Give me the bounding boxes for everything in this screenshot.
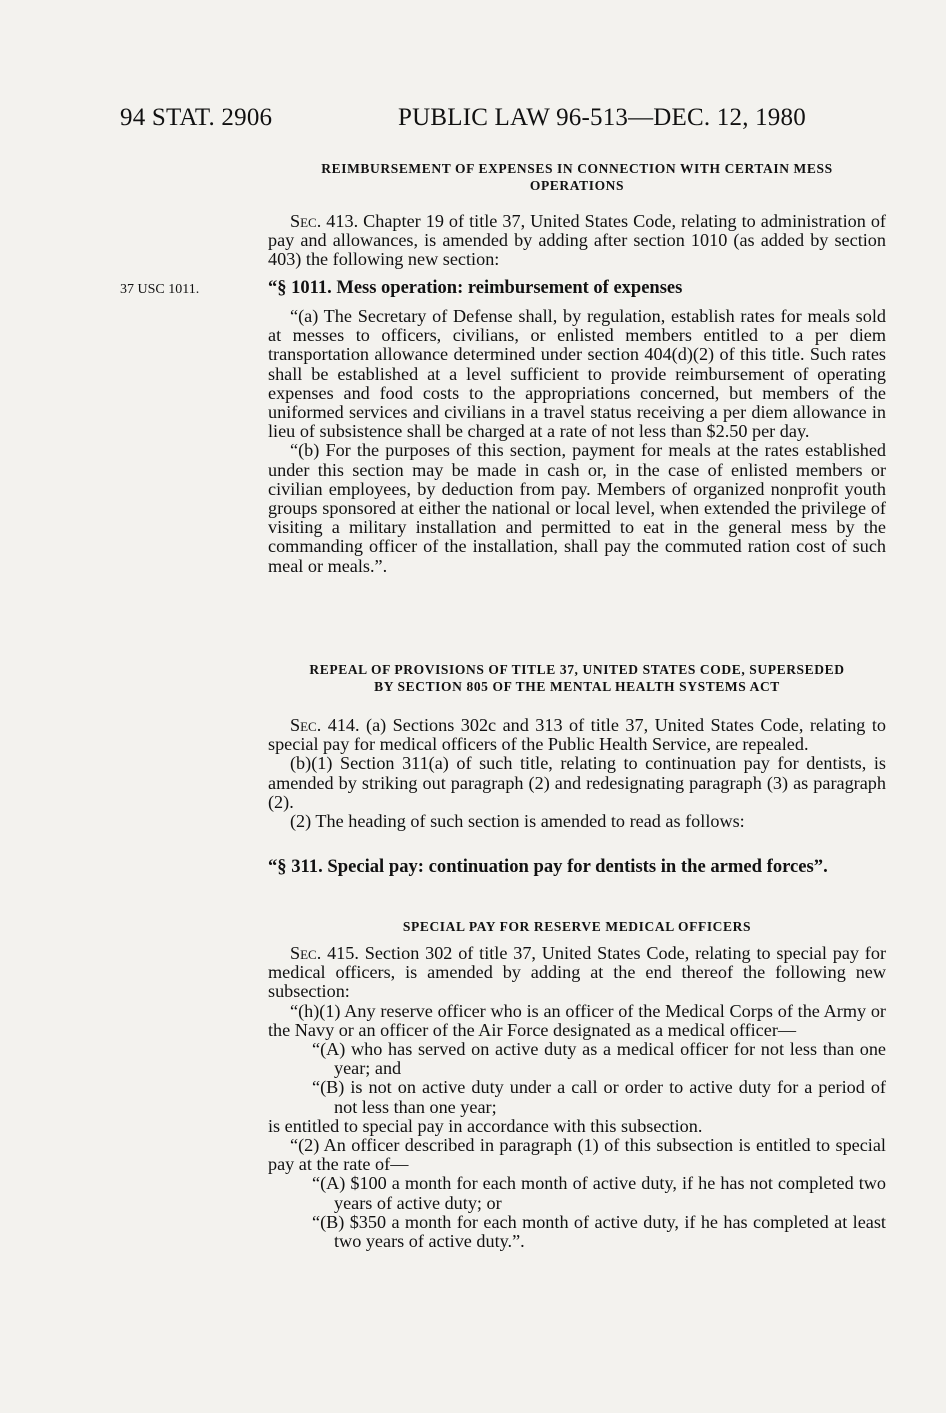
margin-note-37usc1011: 37 USC 1011. [120, 282, 200, 297]
sec415-body: Sec. 415. Section 302 of title 37, United States Code, relating to special pay for medical officers, is amended by adding at the end thereof the following new subsection: “(h)(1) Any reserve officer who is an officer of the Medical Corps of the Army or the Navy or an officer of the Air Force designated as a medical officer— “(A) who has served on active duty as a medical officer for not less than one year; and “(B) is not on active duty under a call or order to active duty for a period of not less than one year; is entitled to special pay in accordance with this subsection. “(2) An officer described in paragraph (1) of this subsection is entitled to special pay at the rate of— “(A) $100 a month for each month of active duty, if he has not completed two years of active duty; or “(B) $350 a month for each month of active duty, if he has completed at least two years of active duty.”. [268, 943, 886, 1252]
sec413-caption: REIMBURSEMENT OF EXPENSES IN CONNECTION WITH CERTAIN MESS OPERATIONS [321, 161, 833, 193]
sec311-heading: “§ 311. Special pay: continuation pay for dentists in the armed forces”. [268, 856, 828, 877]
sec414-caption: REPEAL OF PROVISIONS OF TITLE 37, UNITED STATES CODE, SUPERSEDED BY SECTION 805 OF THE MENTAL HEALTH SYSTEMS ACT [309, 662, 845, 694]
sec415-h1-B: “(B) is not on active duty under a call or order to active duty for a period of not less than one year; [312, 1077, 886, 1117]
sec415-h2: “(2) An officer described in paragraph (1) of this subsection is entitled to special pay at the rate of— [268, 1135, 886, 1175]
page-header-law: PUBLIC LAW 96-513—DEC. 12, 1980 [398, 104, 806, 131]
sec415-h2-A: “(A) $100 a month for each month of active duty, if he has not completed two years of active duty; or [312, 1173, 886, 1213]
page-header-stat: 94 STAT. 2906 [120, 104, 273, 131]
sec415-h1-end: is entitled to special pay in accordance with this subsection. [268, 1115, 703, 1136]
sec415-caption: SPECIAL PAY FOR RESERVE MEDICAL OFFICERS [402, 919, 752, 934]
sec415-h2-B: “(B) $350 a month for each month of active duty, if he has completed at least two years of active duty.”. [312, 1211, 886, 1252]
sec415-label: Sec. 415. [290, 943, 359, 963]
sec413-heading: “§ 1011. Mess operation: reimbursement of expenses [268, 278, 683, 298]
sec414-label: Sec. 414. [290, 715, 360, 735]
sec414-body: Sec. 414. (a) Sections 302c and 313 of title 37, United States Code, relating to special pay for medical officers of the Public Health Service, are repealed. (b)(1) Section 311(a) of such title, relating to continuation pay for dentists, is amended by striking out paragraph (2) and redesignating paragraph (3) as paragraph (2). (2) The heading of such section is amended to read as follows: [268, 715, 886, 832]
sec415-h1: “(h)(1) Any reserve officer who is an officer of the Medical Corps of the Army or the Navy or an officer of the Air Force designated as a medical officer— [268, 1000, 886, 1040]
sec413-intro: Sec. 413. Chapter 19 of title 37, United States Code, relating to administration of pay and allowances, is amended by adding after section 1010 (as added by section 403) the following new section: [268, 211, 886, 270]
sec415-h1-A: “(A) who has served on active duty as a medical officer for not less than one year; and [312, 1039, 886, 1079]
sec413-para-b: “(b) For the purposes of this section, payment for meals at the rates established under this section may be made in cash or, in the case of enlisted members or civilian employees, by deduction from pay. Members of organized nonprofit youth groups sponsored at either the national or local level, when extended the privilege of visiting a military installation and permitted to eat in the general mess by the commanding officer of the installation, shall pay the commuted ration cost of such meal or meals.”. [268, 440, 886, 576]
sec413-label: Sec. 413. [290, 211, 359, 231]
sec413-body [268, 307, 886, 576]
sec413-para-a: “(a) The Secretary of Defense shall, by regulation, establish rates for meals sold at messes to officers, civilians, or enlisted members entitled to a per diem transportation allowance determined under section 404(d)(2) of this title. Such rates shall be established at a level sufficient to provide reimbursement of operating expenses and food costs to the appropriations concerned, but members of the uniformed services and civilians in a travel status receiving a per diem allowance in lieu of subsistence shall be charged at a rate of not less than $2.50 per day. [268, 306, 886, 442]
sec414-para-b2: (2) The heading of such section is amended to read as follows: [290, 811, 745, 832]
sec414-para-b1: (b)(1) Section 311(a) of such title, relating to continuation pay for dentists, is amended by striking out paragraph (2) and redesignating paragraph (3) as paragraph (2). [268, 753, 886, 812]
